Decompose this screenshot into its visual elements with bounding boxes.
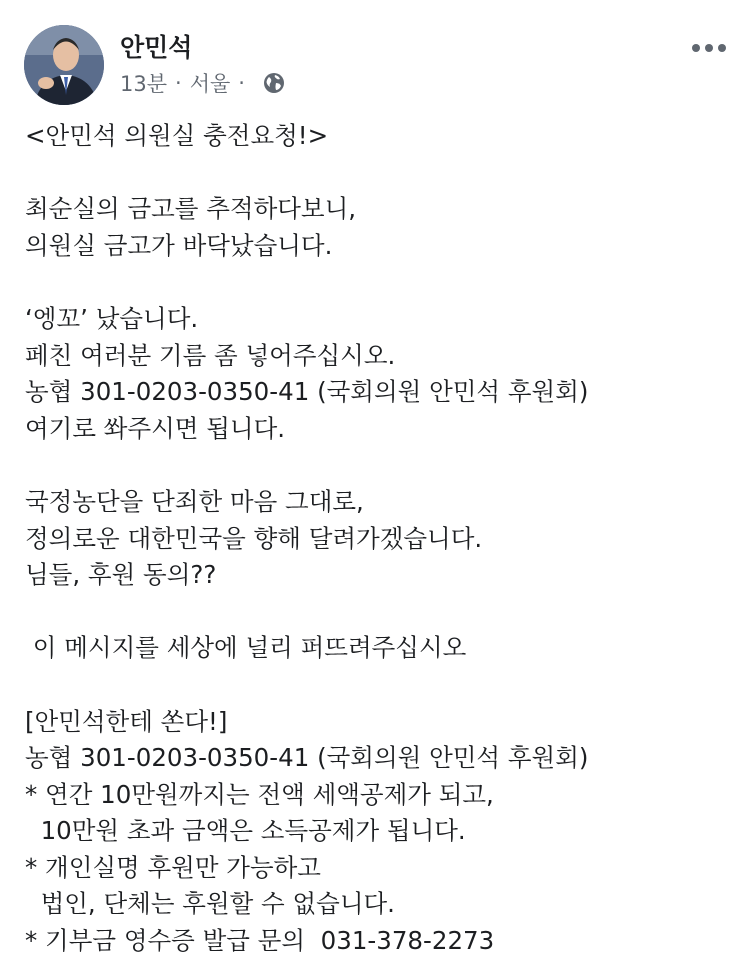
post-text	[25, 118, 735, 960]
post-text-line: 페친 여러분 기름 좀 넣어주십시오.	[25, 340, 396, 370]
meta-separator: ·	[175, 71, 182, 95]
post-text-line: 님들, 후원 동의??	[25, 560, 217, 590]
post-text-line: [안민석한테 쏜다!]	[25, 706, 228, 736]
post-text-line: ‘엥꼬’ 났습니다.	[25, 303, 199, 333]
post-text-line: 이 메시지를 세상에 널리 퍼뜨려주십시오	[25, 633, 467, 663]
post-text-line: 여기로 쏴주시면 됩니다.	[25, 413, 286, 443]
post-text-line: 의원실 금고가 바닥났습니다.	[25, 230, 333, 260]
post-text-line: 법인, 단체는 후원할 수 없습니다.	[25, 889, 395, 919]
post-location[interactable]: 서울	[189, 72, 231, 96]
avatar[interactable]	[24, 25, 104, 105]
post-text-line: 농협 301-0203-0350-41 (국회의원 안민석 후원회)	[25, 377, 589, 407]
post-text-line	[25, 594, 735, 631]
post-text-line: * 기부금 영수증 발급 문의 031-378-2273	[25, 926, 495, 956]
post-text-line: 10만원 초과 금액은 소득공제가 됩니다.	[25, 816, 466, 846]
post-text-line: <안민석 의원실 충전요청!>	[25, 121, 329, 150]
avatar-photo	[24, 25, 104, 105]
post-meta	[120, 68, 285, 98]
globe-icon[interactable]	[263, 72, 285, 94]
post-text-line: 최순실의 금고를 추적하다보니,	[25, 194, 357, 224]
author-name[interactable]: 안민석	[120, 33, 193, 62]
more-options-icon[interactable]	[692, 38, 726, 58]
post-text-line: 정의로운 대한민국을 향해 달려가겠습니다.	[25, 523, 483, 553]
post-text-line: * 개인실명 후원만 가능하고	[25, 852, 321, 882]
post-text-line: 국정농단을 단죄한 마음 그대로,	[25, 486, 364, 516]
post-text-line	[25, 264, 735, 301]
post-time[interactable]: 13분	[120, 72, 168, 96]
post-text-line	[25, 667, 735, 704]
post-text-line	[25, 447, 735, 484]
post-text-line: 농협 301-0203-0350-41 (국회의원 안민석 후원회)	[25, 743, 589, 773]
meta-separator: ·	[238, 71, 245, 95]
post-text-line	[25, 155, 735, 192]
post-header	[0, 0, 750, 110]
post-text-line: * 연간 10만원까지는 전액 세액공제가 되고,	[25, 779, 494, 809]
